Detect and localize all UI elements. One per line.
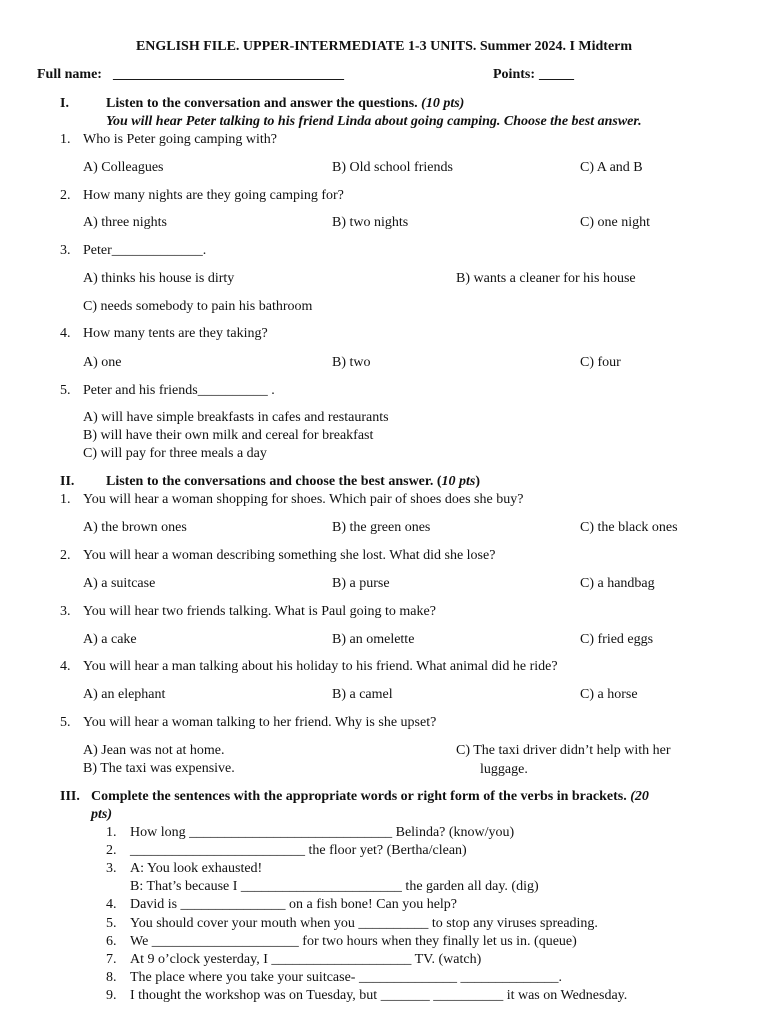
s2-q4-text: You will hear a man talking about his holiday to his friend. What animal did he ride?: [83, 659, 558, 674]
s3-item6-text[interactable]: We _____________________ for two hours when they finally let us in. (queue): [130, 934, 577, 949]
s3-item2-number: 2.: [106, 843, 117, 858]
section-1-points: (10 pts): [421, 96, 465, 111]
full-name-blank[interactable]: _________________________________: [113, 67, 344, 82]
s1-q5-option-b[interactable]: B) will have their own milk and cereal for breakfast: [83, 428, 374, 443]
s2-q5-option-c[interactable]: C) The taxi driver didn’t help with her: [456, 743, 671, 758]
s2-q4-option-c[interactable]: C) a horse: [580, 687, 638, 702]
s1-q5-text: Peter and his friends__________ .: [83, 383, 275, 398]
section-1-heading-text: Listen to the conversation and answer the questions.: [106, 96, 418, 111]
s3-item7-text[interactable]: At 9 o’clock yesterday, I ____________________ TV. (watch): [130, 952, 482, 967]
section-3-points-a: (20: [630, 789, 649, 804]
s2-q2-number: 2.: [60, 548, 71, 563]
s2-q1-option-b[interactable]: B) the green ones: [332, 520, 431, 535]
s2-q5-option-a[interactable]: A) Jean was not at home.: [83, 743, 225, 758]
s3-item3-text: A: You look exhausted!: [130, 861, 263, 876]
s2-q1-text: You will hear a woman shopping for shoes. Which pair of shoes does she buy?: [83, 492, 524, 507]
s2-q4-option-a[interactable]: A) an elephant: [83, 687, 166, 702]
section-2-heading-close: ): [475, 474, 480, 489]
s1-q3-number: 3.: [60, 243, 71, 258]
s3-item1-text[interactable]: How long _____________________________ Belinda? (know/you): [130, 825, 515, 840]
s2-q3-option-c[interactable]: C) fried eggs: [580, 632, 654, 647]
s1-q1-number: 1.: [60, 132, 71, 147]
s3-item9-number: 9.: [106, 988, 117, 1003]
s1-q4-option-b[interactable]: B) two: [332, 355, 371, 370]
s3-item5-number: 5.: [106, 916, 117, 931]
s1-q4-text: How many tents are they taking?: [83, 326, 268, 341]
s1-q1-option-b[interactable]: B) Old school friends: [332, 160, 453, 175]
s2-q5-text: You will hear a woman talking to her friend. Why is she upset?: [83, 715, 437, 730]
points-blank[interactable]: _____: [539, 67, 574, 82]
section-3-points-b: pts): [91, 807, 112, 822]
points-label: Points:: [493, 67, 535, 82]
s1-q3-option-a[interactable]: A) thinks his house is dirty: [83, 271, 235, 286]
s1-q5-option-a[interactable]: A) will have simple breakfasts in cafes and restaurants: [83, 410, 389, 425]
s1-q1-option-a[interactable]: A) Colleagues: [83, 160, 164, 175]
s1-q2-option-b[interactable]: B) two nights: [332, 215, 409, 230]
full-name-label: Full name:: [37, 67, 102, 82]
s3-item5-text[interactable]: You should cover your mouth when you __________ to stop any viruses spreading.: [130, 916, 598, 931]
s1-q3-option-b[interactable]: B) wants a cleaner for his house: [456, 271, 636, 286]
exam-title: ENGLISH FILE. UPPER-INTERMEDIATE 1-3 UNITS. Summer 2024. I Midterm: [135, 39, 633, 54]
s1-q5-number: 5.: [60, 383, 71, 398]
s1-q2-text: How many nights are they going camping for?: [83, 188, 344, 203]
s3-item7-number: 7.: [106, 952, 117, 967]
s1-q2-option-c[interactable]: C) one night: [580, 215, 650, 230]
s2-q1-option-c[interactable]: C) the black ones: [580, 520, 678, 535]
s2-q2-option-a[interactable]: A) a suitcase: [83, 576, 156, 591]
s3-item8-text[interactable]: The place where you take your suitcase- ______________ ______________.: [130, 970, 562, 985]
s2-q5-option-b[interactable]: B) The taxi was expensive.: [83, 761, 235, 776]
s2-q1-number: 1.: [60, 492, 71, 507]
s3-item3-number: 3.: [106, 861, 117, 876]
section-1-instruction: You will hear Peter talking to his friend Linda about going camping. Choose the best answer.: [106, 114, 642, 129]
s2-q5-option-c-cont[interactable]: luggage.: [480, 762, 528, 777]
s3-item9-text[interactable]: I thought the workshop was on Tuesday, but _______ __________ it was on Wednesday.: [130, 988, 628, 1003]
s2-q2-text: You will hear a woman describing something she lost. What did she lose?: [83, 548, 496, 563]
s1-q2-option-a[interactable]: A) three nights: [83, 215, 167, 230]
section-1-heading: [106, 95, 464, 113]
s3-item4-text[interactable]: David is _______________ on a fish bone! Can you help?: [130, 897, 458, 912]
s1-q1-option-c[interactable]: C) A and B: [580, 160, 643, 175]
section-2-heading-text: Listen to the conversations and choose the best answer. (: [106, 474, 442, 489]
section-1-number: I.: [60, 96, 69, 111]
s3-item6-number: 6.: [106, 934, 117, 949]
s1-q5-option-c[interactable]: C) will pay for three meals a day: [83, 446, 267, 461]
s2-q4-number: 4.: [60, 659, 71, 674]
s2-q4-option-b[interactable]: B) a camel: [332, 687, 393, 702]
section-2-number: II.: [60, 474, 75, 489]
s2-q1-option-a[interactable]: A) the brown ones: [83, 520, 187, 535]
section-3-heading-text: Complete the sentences with the appropriate words or right form of the verbs in brackets.: [91, 789, 627, 804]
s2-q5-number: 5.: [60, 715, 71, 730]
s3-item3-text-b[interactable]: B: That’s because I _______________________ the garden all day. (dig): [130, 879, 539, 894]
section-2-points: 10 pts: [441, 474, 476, 489]
s2-q2-option-c[interactable]: C) a handbag: [580, 576, 655, 591]
s1-q4-option-c[interactable]: C) four: [580, 355, 621, 370]
s1-q4-option-a[interactable]: A) one: [83, 355, 122, 370]
s1-q3-option-c[interactable]: C) needs somebody to pain his bathroom: [83, 299, 313, 314]
s1-q3-text: Peter_____________.: [83, 243, 207, 258]
section-3-heading: [91, 788, 649, 806]
s3-item4-number: 4.: [106, 897, 117, 912]
s2-q2-option-b[interactable]: B) a purse: [332, 576, 390, 591]
s3-item8-number: 8.: [106, 970, 117, 985]
section-2-heading: [106, 473, 480, 491]
s1-q1-text: Who is Peter going camping with?: [83, 132, 278, 147]
s2-q3-text: You will hear two friends talking. What is Paul going to make?: [83, 604, 436, 619]
s2-q3-option-a[interactable]: A) a cake: [83, 632, 137, 647]
s3-item2-text[interactable]: _________________________ the floor yet? (Bertha/clean): [130, 843, 467, 858]
s2-q3-option-b[interactable]: B) an omelette: [332, 632, 415, 647]
s2-q3-number: 3.: [60, 604, 71, 619]
s3-item1-number: 1.: [106, 825, 117, 840]
section-3-number: III.: [60, 789, 80, 804]
s1-q2-number: 2.: [60, 188, 71, 203]
s1-q4-number: 4.: [60, 326, 71, 341]
